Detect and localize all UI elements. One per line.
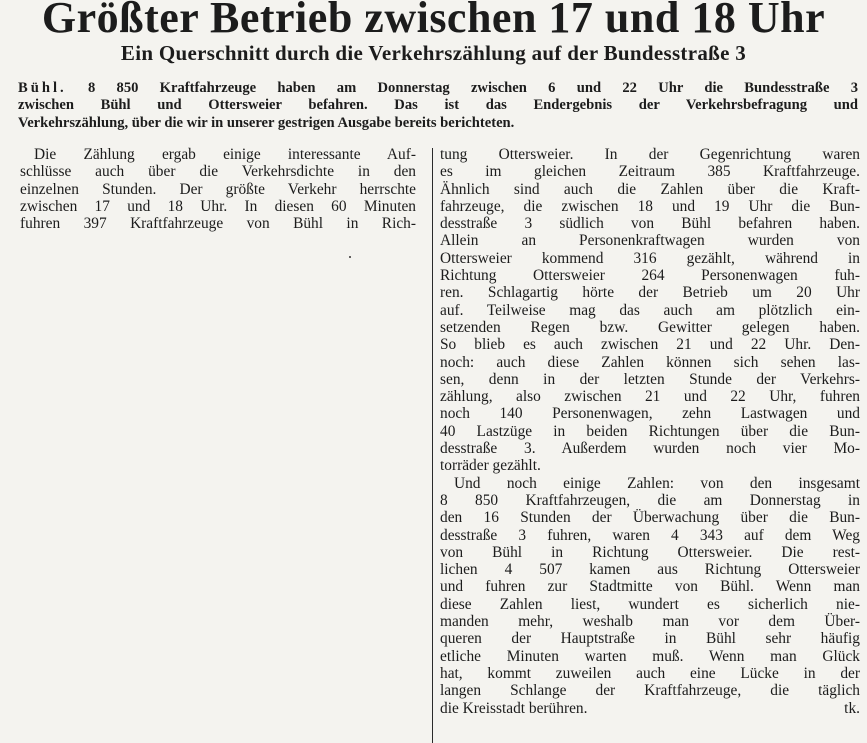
column-line: einzelnen Stunden. Der größte Verkehr herrschte [20,180,416,198]
article-column-left [20,146,416,232]
column-line: auf. Teilweise mag das auch am plötzlich ein- [440,301,860,319]
column-line: noch 140 Personenwagen, zehn Lastwagen und [440,405,860,423]
column-line: von Bühl in Richtung Ottersweier. Die rest- [440,543,860,561]
column-line: ren. Schlagartig hörte der Betrieb um 20 Uhr [440,284,860,302]
column-line: zwischen 17 und 18 Uhr. In diesen 60 Minuten [20,197,416,215]
column-line: desstraße 3. Außerdem wurden noch vier Mo- [440,440,860,458]
column-line: Und noch einige Zahlen: von den insgesamt [454,474,860,492]
column-line: Die Zählung ergab einige interessante Auf- [34,146,416,163]
article-column-right [440,146,860,717]
column-line: queren der Hauptstraße in Bühl sehr häufig [440,630,860,648]
column-line: So blieb es auch zwischen 21 und 22 Uhr. Den- [440,336,860,354]
column-line: fuhren 397 Kraftfahrzeuge von Bühl in Rich- [20,215,416,233]
lead-line: Verkehrszählung, über die wir in unserer gestrigen Ausgabe bereits berichteten. [18,114,515,131]
column-line: desstraße 3 südlich von Bühl befahren haben. [440,215,860,233]
column-line-text: die Kreisstadt berühren. [440,699,588,717]
column-line: den 16 Stunden der Überwachung über die Bun- [440,509,860,527]
column-line: zählung, also zwischen 21 und 22 Uhr, fuhren [440,388,860,406]
column-line: setzenden Regen bzw. Gewitter gelegen haben. [440,318,860,336]
column-line: es im gleichen Zeitraum 385 Kraftfahrzeuge. [440,163,860,181]
column-line: und fuhren zur Stadtmitte von Bühl. Wenn man [440,578,860,596]
column-line: langen Schlange der Kraftfahrzeuge, die täglich [440,682,860,700]
column-line [440,700,860,717]
column-line: manden mehr, weshalb man vor dem Über- [440,613,860,631]
column-line: schlüsse auch über die Verkehrsdichte in den [20,163,416,181]
column-divider [432,148,433,743]
column-line: torräder gezählt. [440,457,541,475]
column-line: Ottersweier kommend 316 gezählt, während in [440,249,860,267]
column-line: sen, denn in der letzten Stunde der Verkehrs- [440,370,860,388]
lead-line-text: 8 850 Kraftfahrzeuge haben am Donnerstag zwischen 6 und 22 Uhr die Bundesstraße 3 [87,80,858,96]
column-line: etliche Minuten warten muß. Wenn man Glück [440,647,860,665]
column-line: fahrzeuge, die zwischen 18 und 19 Uhr die Bun- [440,197,860,215]
column-line: Richtung Ottersweier 264 Personenwagen fuh- [440,267,860,285]
column-line: 8 850 Kraftfahrzeugen, die am Donnerstag in [440,491,860,509]
lead-line [18,80,858,97]
column-line: diese Zahlen liest, wundert es sicherlich nie- [440,595,860,613]
column-line: lichen 4 507 kamen aus Richtung Ottersweier [440,561,860,579]
column-line: Allein an Personenkraftwagen wurden von [440,232,860,250]
article-lead [18,80,858,132]
lead-line: zwischen Bühl und Ottersweier befahren. Das ist das Endergebnis der Verkehrsbefragung und [18,97,858,114]
lead-place: Bühl. [18,80,67,96]
article-headline: Größter Betrieb zwischen 17 und 18 Uhr [41,0,826,42]
column-line: desstraße 3 fuhren, waren 4 343 auf dem Weg [440,526,860,544]
column-line: hat, kommt zuweilen auch eine Lücke in der [440,664,860,682]
column-line: Ähnlich sind auch die Zahlen über die Kraft- [440,180,860,198]
column-line: 40 Lastzüge in beiden Richtungen über die Bun- [440,422,860,440]
article-signature: tk. [844,699,860,717]
print-speck [349,256,351,258]
column-line: tung Ottersweier. In der Gegenrichtung waren [440,146,860,163]
article-subheadline: Ein Querschnitt durch die Verkehrszählung auf der Bundesstraße 3 [120,41,747,65]
column-line: noch: auch diese Zahlen können sich sehen las- [440,353,860,371]
